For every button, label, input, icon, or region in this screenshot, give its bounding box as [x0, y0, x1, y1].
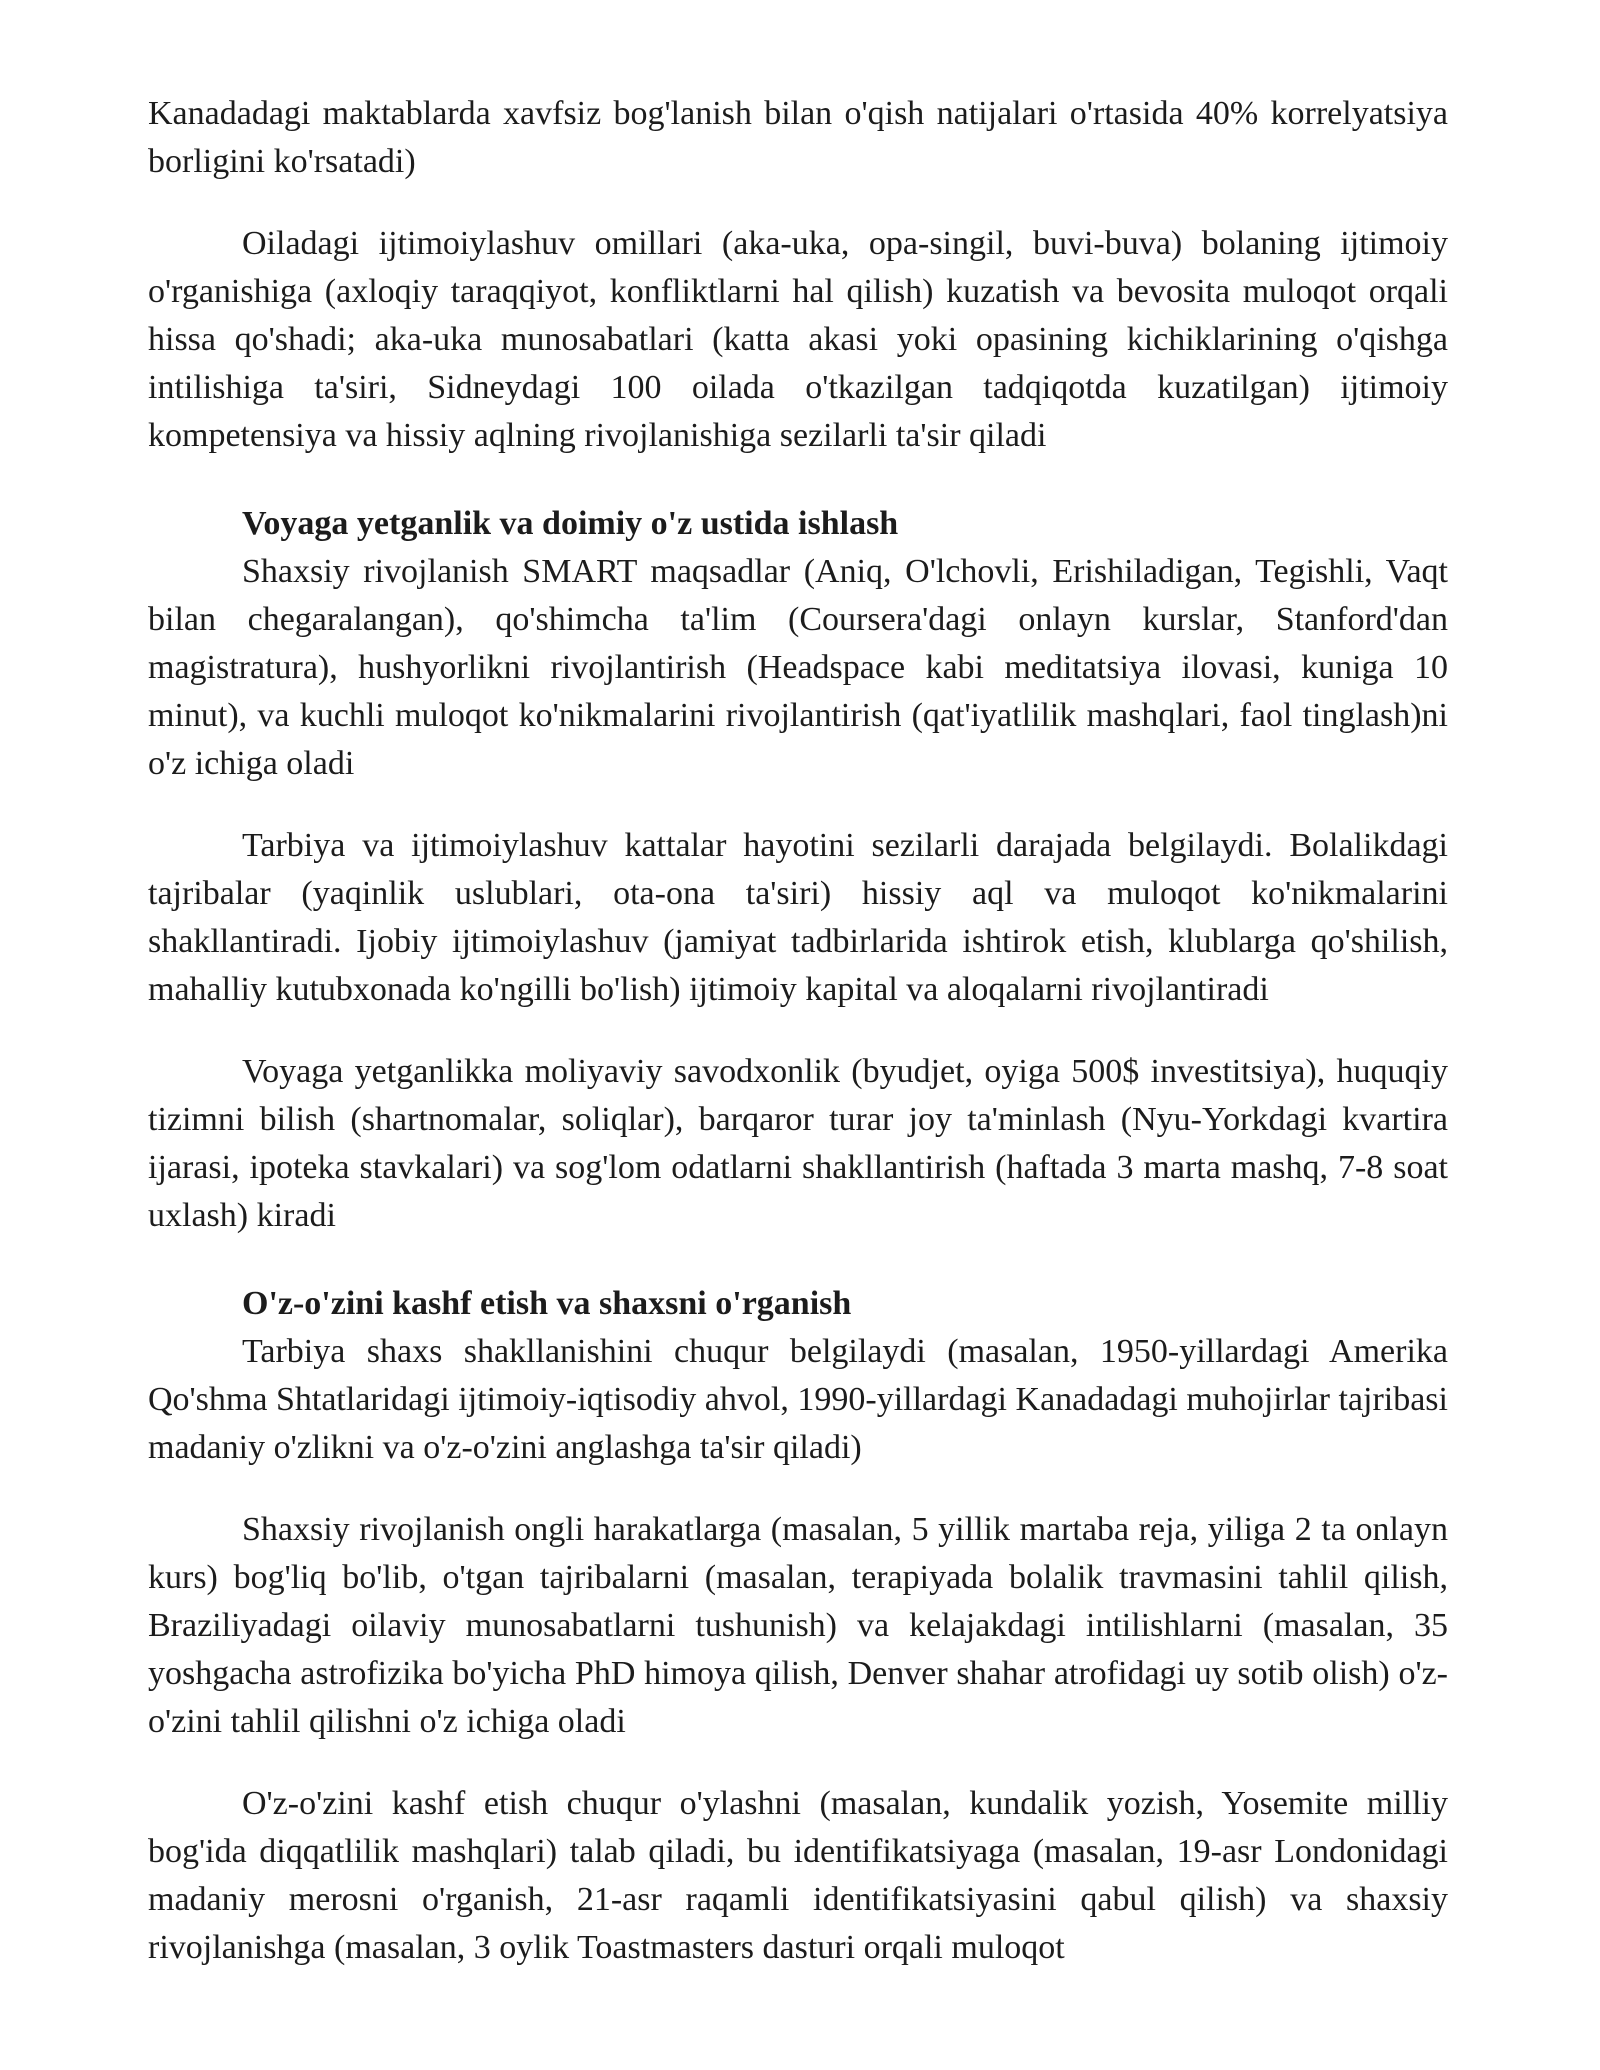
- paragraph: Shaxsiy rivojlanish SMART maqsadlar (Aniq, O'lchovli, Erishiladigan, Tegishli, Vaqt bilan chegaralangan), qo'shimcha ta'lim (Coursera'dagi onlayn kurslar, Stanford'dan magistratura), hushyorlikni rivojlantirish (Headspace kabi meditatsiya ilovasi, kuniga 10 minut), va kuchli muloqot ko'nikmalarini rivojlantirish (qat'iyatlilik mashqlari, faol tinglash)ni o'z ichiga oladi: [148, 553, 1448, 782]
- paragraph: Voyaga yetganlikka moliyaviy savodxonlik (byudjet, oyiga 500$ investitsiya), huquqiy tizimni bilish (shartnomalar, soliqlar), barqaror turar joy ta'minlash (Nyu-Yorkdagi kvartira ijarasi, ipoteka stavkalari) va sog'lom odatlarni shakllantirish (haftada 3 marta mashq, 7-8 soat uxlash) kiradi: [148, 1053, 1448, 1234]
- paragraph: Tarbiya shaxs shakllanishini chuqur belgilaydi (masalan, 1950-yillardagi Amerika Qo'shma Shtatlaridagi ijtimoiy-iqtisodiy ahvol, 1990-yillardagi Kanadadagi muhojirlar tajribasi madaniy o'zlikni va o'z-o'zini anglashga ta'sir qiladi): [148, 1333, 1448, 1466]
- section-heading: O'z-o'zini kashf etish va shaxsni o'rganish: [242, 1285, 852, 1322]
- paragraph: O'z-o'zini kashf etish chuqur o'ylashni (masalan, kundalik yozish, Yosemite milliy bog'ida diqqatlilik mashqlari) talab qiladi, bu identifikatsiyaga (masalan, 19-asr Londonidagi madaniy merosni o'rganish, 21-asr raqamli identifikatsiyasini qabul qilish) va shaxsiy rivojlanishga (masalan, 3 oylik Toastmasters dasturi orqali muloqot: [148, 1785, 1448, 1966]
- paragraph: Oiladagi ijtimoiylashuv omillari (aka-uka, opa-singil, buvi-buva) bolaning ijtimoiy o'rganishiga (axloqiy taraqqiyot, konfliktlarni hal qilish) kuzatish va bevosita muloqot orqali hissa qo'shadi; aka-uka munosabatlari (katta akasi yoki opasining kichiklarining o'qishga intilishiga ta'siri, Sidneydagi 100 oilada o'tkazilgan tadqiqotda kuzatilgan) ijtimoiy kompetensiya va hissiy aqlning rivojlanishiga sezilarli ta'sir qiladi: [148, 225, 1448, 454]
- section-heading: Voyaga yetganlik va doimiy o'z ustida ishlash: [242, 505, 899, 542]
- document-page: [148, 90, 1448, 1972]
- paragraph: Tarbiya va ijtimoiylashuv kattalar hayotini sezilarli darajada belgilaydi. Bolalikdagi tajribalar (yaqinlik uslublari, ota-ona ta'siri) hissiy aql va muloqot ko'nikmalarini shakllantiradi. Ijobiy ijtimoiylashuv (jamiyat tadbirlarida ishtirok etish, klublarga qo'shilish, mahalliy kutubxonada ko'ngilli bo'lish) ijtimoiy kapital va aloqalarni rivojlantiradi: [148, 827, 1448, 1008]
- paragraph: Shaxsiy rivojlanish ongli harakatlarga (masalan, 5 yillik martaba reja, yiliga 2 ta onlayn kurs) bog'liq bo'lib, o'tgan tajribalarni (masalan, terapiyada bolalik travmasini tahlil qilish, Braziliyadagi oilaviy munosabatlarni tushunish) va kelajakdagi intilishlarni (masalan, 35 yoshgacha astrofizika bo'yicha PhD himoya qilish, Denver shahar atrofidagi uy sotib olish) o'z-o'zini tahlil qilishni o'z ichiga oladi: [148, 1511, 1448, 1740]
- paragraph: Kanadadagi maktablarda xavfsiz bog'lanish bilan o'qish natijalari o'rtasida 40% korrelyatsiya borligini ko'rsatadi): [148, 95, 1448, 180]
